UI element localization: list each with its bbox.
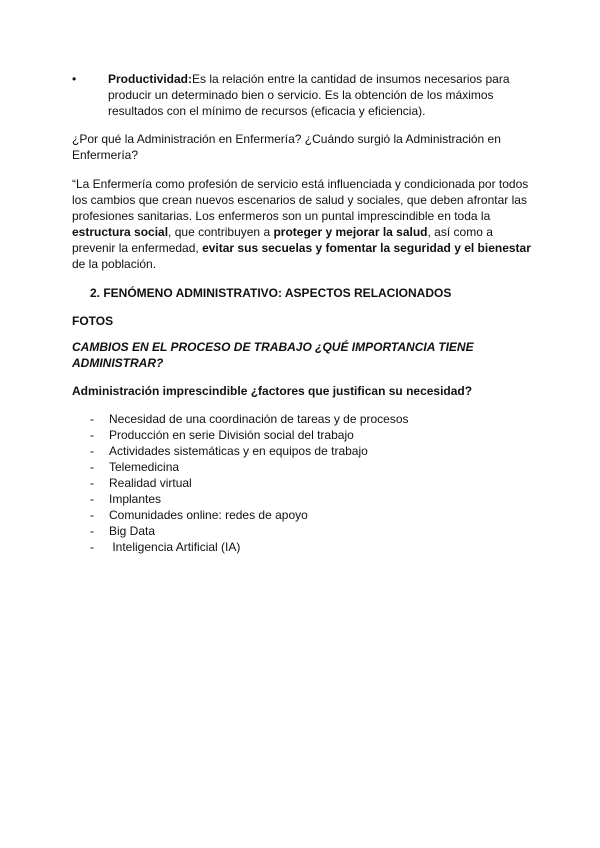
- list-item: - Producción en serie División social del trabajo: [90, 428, 354, 442]
- list-item: - Inteligencia Artificial (IA): [90, 540, 241, 554]
- productividad-term: Productividad:: [108, 72, 193, 86]
- dash-marker: -: [90, 460, 94, 474]
- factors-list: [90, 411, 409, 555]
- bullet-dot: •: [72, 72, 77, 86]
- productividad-text: Es la relación entre la cantidad de insumos necesarios para producir un determinado bien o servicio. Es la obtención de los máximos resultados con el mínimo de recursos (eficacia y eficiencia).: [108, 72, 510, 118]
- dash-marker: -: [90, 428, 94, 442]
- dash-marker: -: [90, 524, 94, 538]
- admin-heading: Administración imprescindible ¿factores que justifican su necesidad?: [72, 384, 473, 398]
- list-item: - Telemedicina: [90, 460, 180, 474]
- list-item: - Actividades sistemáticas y en equipos de trabajo: [90, 444, 368, 458]
- section-title: 2. FENÓMENO ADMINISTRATIVO: ASPECTOS RELACIONADOS: [90, 286, 452, 300]
- dash-marker: -: [90, 540, 94, 554]
- fotos-label: FOTOS: [72, 314, 114, 328]
- dash-marker: -: [90, 476, 94, 490]
- question-paragraph: ¿Por qué la Administración en Enfermería? ¿Cuándo surgió la Administración en Enfermería?: [72, 132, 501, 162]
- list-item: - Big Data: [90, 524, 156, 538]
- quote-paragraph: “La Enfermería como profesión de servicio está influenciada y condicionada por todos los cambios que crean nuevos escenarios de salud y sociales, que deben afrontar las profesiones sanitarias. Los enfermeros son un puntal imprescindible en toda la estructura social, que contribuyen a proteger y mejorar la salud, así como a prevenir la enfermedad, evitar sus secuelas y fomentar la seguridad y el bienestar de la población.: [72, 177, 531, 271]
- dash-marker: -: [90, 412, 94, 426]
- dash-marker: -: [90, 492, 94, 506]
- list-item: - Necesidad de una coordinación de tareas y de procesos: [90, 412, 409, 426]
- list-item: - Implantes: [90, 492, 162, 506]
- dash-marker: -: [90, 508, 94, 522]
- dash-marker: -: [90, 444, 94, 458]
- cambios-heading: CAMBIOS EN EL PROCESO DE TRABAJO ¿QUÉ IMPORTANCIA TIENE ADMINISTRAR?: [72, 340, 474, 370]
- list-item: - Realidad virtual: [90, 476, 192, 490]
- productividad-paragraph: [72, 71, 532, 119]
- list-item: - Comunidades online: redes de apoyo: [90, 508, 308, 522]
